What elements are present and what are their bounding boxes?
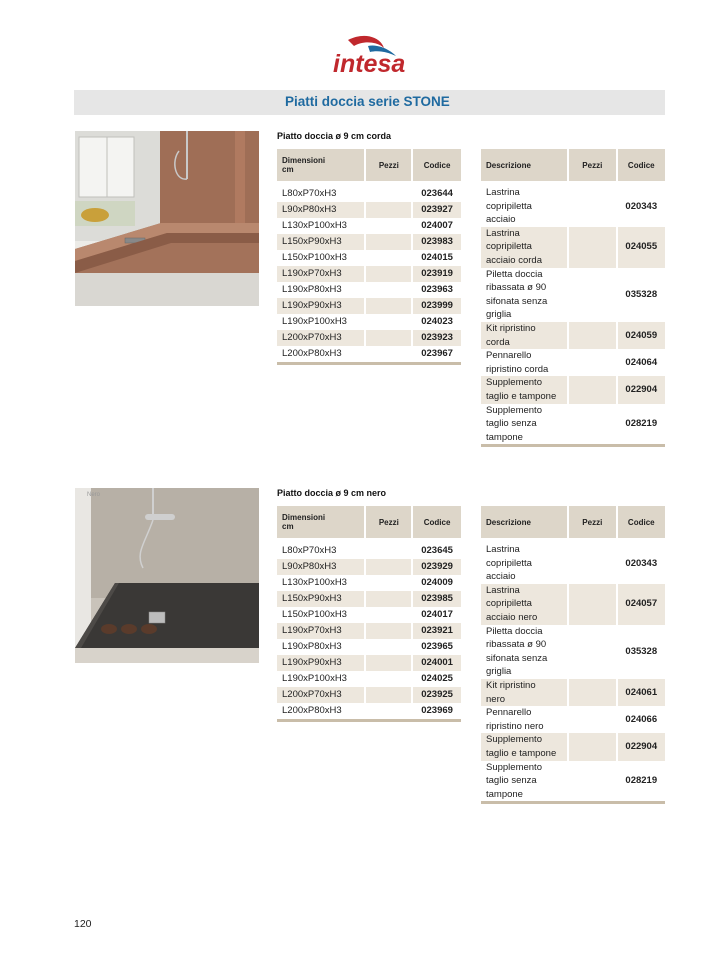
table-row: L190xP100xH3 024023 xyxy=(277,314,461,330)
table-row: L190xP80xH3 023965 xyxy=(277,639,461,655)
col-header-pezzi: Pezzi xyxy=(365,506,412,538)
table-row: Lastrina copripiletta acciaio 020343 xyxy=(481,186,665,227)
col-header-codice: Codice xyxy=(617,506,665,538)
product-photo-nero xyxy=(75,488,259,663)
table-row: Supplemento taglio e tampone 022904 xyxy=(481,376,665,403)
table-row: Supplemento taglio senza tampone 028219 xyxy=(481,761,665,802)
product-photo-corda xyxy=(75,131,259,306)
table-row: L190xP70xH3 023919 xyxy=(277,266,461,282)
page-title: Piatti doccia serie STONE xyxy=(285,94,450,109)
logo-text: intesa xyxy=(333,50,406,78)
col-header-dimensioni: Dimensioni cm xyxy=(277,506,365,538)
table-row: Pennarello ripristino corda 024064 xyxy=(481,349,665,376)
table-row: L150xP100xH3 024017 xyxy=(277,607,461,623)
col-header-codice: Codice xyxy=(412,506,461,538)
table-row: Supplemento taglio senza tampone 028219 xyxy=(481,404,665,445)
dimensions-table-nero xyxy=(277,506,461,722)
table-row: L190xP100xH3 024025 xyxy=(277,671,461,687)
table-row: L190xP90xH3 023999 xyxy=(277,298,461,314)
table-row: L150xP90xH3 023983 xyxy=(277,234,461,250)
table-row: L130xP100xH3 024007 xyxy=(277,218,461,234)
col-header-codice: Codice xyxy=(412,149,461,181)
page-number: 120 xyxy=(74,918,92,930)
section-title-nero: Piatto doccia ø 9 cm nero xyxy=(277,488,387,498)
table-row: L80xP70xH3 023644 xyxy=(277,186,461,202)
table-row: L90xP80xH3 023927 xyxy=(277,202,461,218)
col-header-pezzi: Pezzi xyxy=(568,149,616,181)
table-row: Piletta doccia ribassata ø 90 sifonata senza griglia 035328 xyxy=(481,625,665,679)
col-header-pezzi: Pezzi xyxy=(365,149,412,181)
dimensions-table-corda xyxy=(277,149,461,365)
logo-swoosh-red xyxy=(348,36,384,48)
title-bar xyxy=(74,90,665,115)
table-row: L130xP100xH3 024009 xyxy=(277,575,461,591)
table-row: Kit ripristino nero 024061 xyxy=(481,679,665,706)
table-row: Lastrina copripiletta acciaio 020343 xyxy=(481,543,665,584)
table-row: Supplemento taglio e tampone 022904 xyxy=(481,733,665,760)
table-row: L200xP70xH3 023925 xyxy=(277,687,461,703)
table-row: L190xP80xH3 023963 xyxy=(277,282,461,298)
col-header-codice: Codice xyxy=(617,149,665,181)
table-row: Lastrina copripiletta acciaio nero 024057 xyxy=(481,584,665,625)
col-header-dimensioni: Dimensioni cm xyxy=(277,149,365,181)
table-row: L90xP80xH3 023929 xyxy=(277,559,461,575)
table-row: L80xP70xH3 023645 xyxy=(277,543,461,559)
table-row: L190xP70xH3 023921 xyxy=(277,623,461,639)
table-row: Kit ripristino corda 024059 xyxy=(481,322,665,349)
col-header-descrizione: Descrizione xyxy=(481,149,568,181)
accessories-table-corda xyxy=(481,149,665,447)
col-header-pezzi: Pezzi xyxy=(568,506,616,538)
table-row: L200xP80xH3 023967 xyxy=(277,346,461,362)
accessories-table-nero xyxy=(481,506,665,804)
col-header-descrizione: Descrizione xyxy=(481,506,568,538)
section-title-corda: Piatto doccia ø 9 cm corda xyxy=(277,131,392,141)
table-row: L190xP90xH3 024001 xyxy=(277,655,461,671)
table-row: L150xP100xH3 024015 xyxy=(277,250,461,266)
table-row: L200xP80xH3 023969 xyxy=(277,703,461,719)
table-row: L200xP70xH3 023923 xyxy=(277,330,461,346)
photo-label: Nero xyxy=(87,492,101,498)
table-row: Piletta doccia ribassata ø 90 sifonata senza griglia 035328 xyxy=(481,268,665,322)
table-row: Pennarello ripristino nero 024066 xyxy=(481,706,665,733)
table-row: L150xP90xH3 023985 xyxy=(277,591,461,607)
table-row: Lastrina copripiletta acciaio corda 024055 xyxy=(481,227,665,268)
